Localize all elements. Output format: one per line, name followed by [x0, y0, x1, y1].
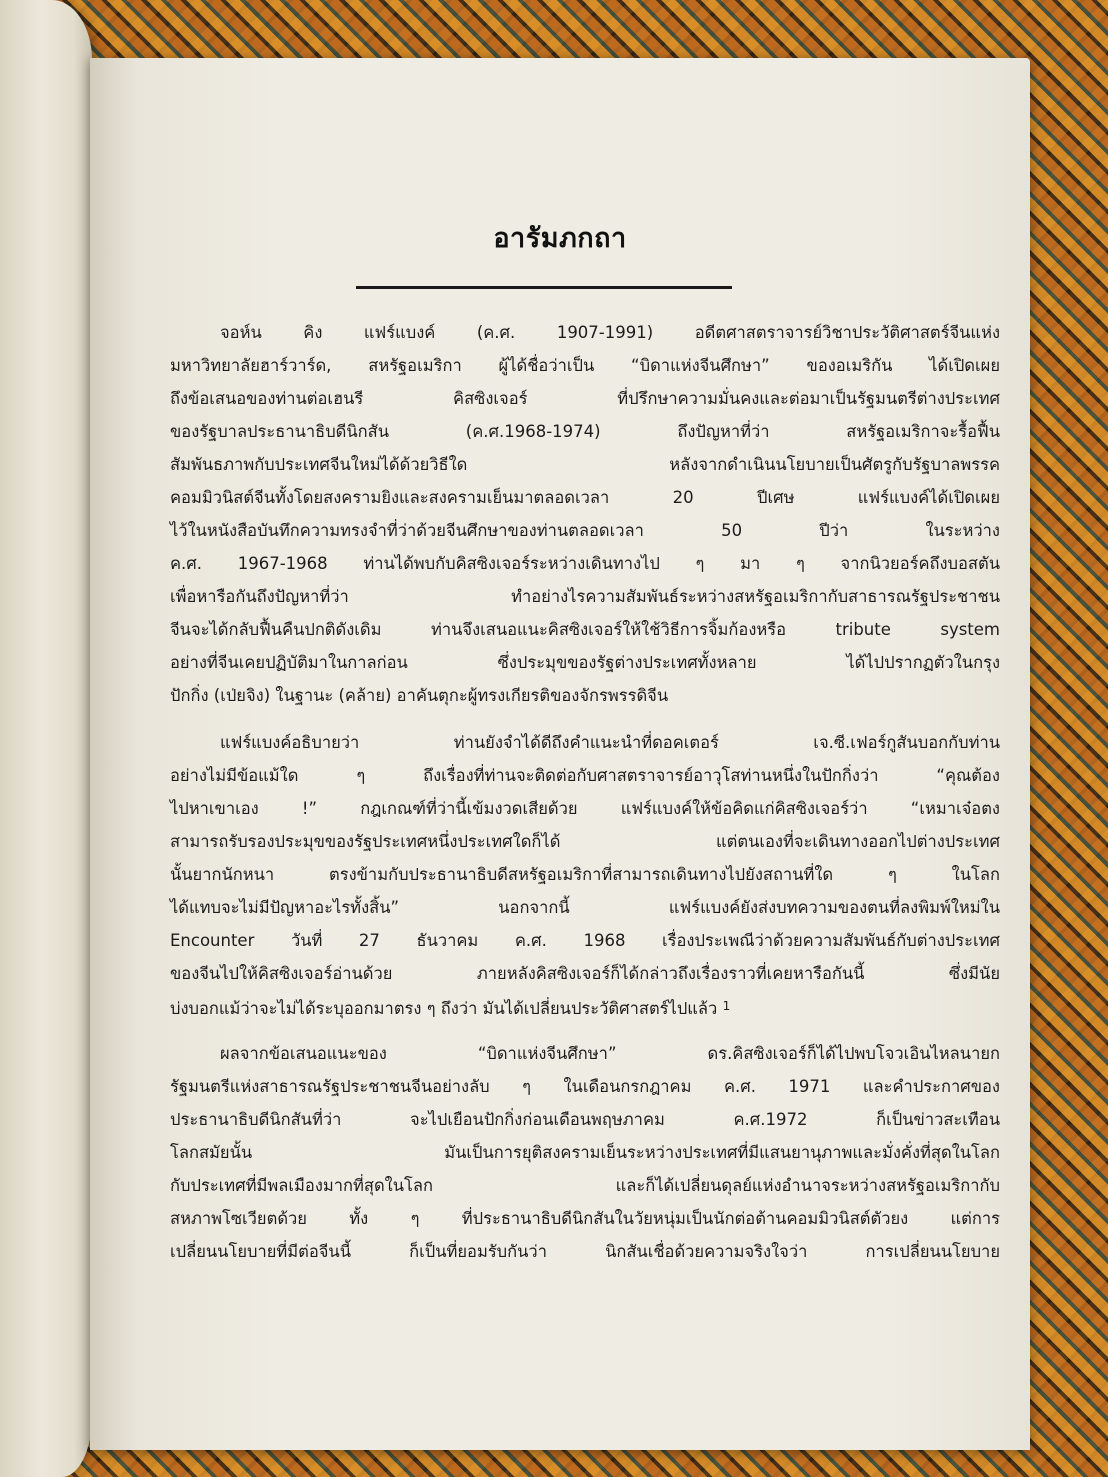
text-line: มหาวิทยาลัยฮาร์วาร์ด, สหรัฐอเมริกา ผู้ได้ชื่อว่าเป็น “บิดาแห่งจีนศึกษา” ของอเมริกัน ได้เปิดเผย [170, 356, 1000, 375]
text-line: แฟร์แบงค์อธิบายว่า ท่านยังจำได้ดีถึงคำแนะนำที่ดอคเตอร์ เจ.ซี.เฟอร์กูสันบอกกับท่าน [220, 733, 1000, 752]
text-line: ของรัฐบาลประธานาธิบดีนิกสัน (ค.ศ.1968-1974) ถึงปัญหาที่ว่า สหรัฐอเมริกาจะรื้อฟื้น [170, 422, 1000, 441]
text-line: เพื่อหารือกันถึงปัญหาที่ว่า ทำอย่างไรความสัมพันธ์ระหว่างสหรัฐอเมริกากับสาธารณรัฐประชาชน [170, 587, 1000, 606]
paragraph-1 [170, 316, 1000, 712]
text-line: ได้แทบจะไม่มีปัญหาอะไรทั้งสิ้น” นอกจากนี้ แฟร์แบงค์ยังส่งบทความของตนที่ลงพิมพ์ใหม่ใน [170, 898, 1000, 917]
text-line: ไว้ในหนังสือบันทึกความทรงจำที่ว่าด้วยจีนศึกษาของท่านตลอดเวลา 50 ปีว่า ในระหว่าง [170, 521, 1000, 540]
text-line: จีนจะได้กลับฟื้นคืนปกติดังเดิม ท่านจึงเสนอแนะคิสซิงเจอร์ให้ใช้วิธีการจิ้มก้องหรือ tribute system [170, 620, 1000, 639]
text-line: ไปหาเขาเอง !” กฎเกณฑ์ที่ว่านี้เข้มงวดเสียด้วย แฟร์แบงค์ให้ข้อคิดแก่คิสซิงเจอร์ว่า “เหมาเจ๋อตง [170, 799, 1000, 818]
paragraph-3 [170, 1037, 1000, 1268]
footnote-marker: 1 [722, 999, 731, 1013]
text-line: สามารถรับรองประมุขของรัฐประเทศหนึ่งประเทศใดก็ได้ แต่ตนเองที่จะเดินทางออกไปต่างประเทศ [170, 832, 1000, 851]
text-line-text: บ่งบอกแม้ว่าจะไม่ได้ระบุออกมาตรง ๆ ถึงว่า มันได้เปลี่ยนประวัติศาสตร์ไปแล้ว [170, 999, 718, 1018]
text-line: นั้นยากนักหนา ตรงข้ามกับประธานาธิบดีสหรัฐอเมริกาที่สามารถเดินทางไปยังสถานที่ใด ๆ ในโลก [170, 865, 1000, 884]
page-title: อารัมภกถา [493, 223, 627, 254]
text-line: ถึงข้อเสนอของท่านต่อเฮนรี คิสซิงเจอร์ ที่ปรึกษาความมั่นคงและต่อมาเป็นรัฐมนตรีต่างประเทศ [170, 389, 1000, 408]
text-line: กับประเทศที่มีพลเมืองมากที่สุดในโลก และก็ได้เปลี่ยนดุลย์แห่งอำนาจระหว่างสหรัฐอเมริกากับ [170, 1176, 1000, 1195]
text-line: โลกสมัยนั้น มันเป็นการยุติสงครามเย็นระหว่างประเทศที่มีแสนยานุภาพและมั่งคั่งที่สุดในโลก [170, 1143, 1000, 1162]
text-line: จอห์น คิง แฟร์แบงค์ (ค.ศ. 1907-1991) อดีตศาสตราจารย์วิชาประวัติศาสตร์จีนแห่ง [220, 323, 1000, 342]
book-page [90, 58, 1030, 1450]
text-line: สัมพันธภาพกับประเทศจีนใหม่ได้ด้วยวิธีใด หลังจากดำเนินนโยบายเป็นศัตรูกับรัฐบาลพรรค [170, 455, 1000, 474]
text-line: คอมมิวนิสต์จีนทั้งโดยสงครามยิงและสงครามเย็นมาตลอดเวลา 20 ปีเศษ แฟร์แบงค์ได้เปิดเผย [170, 488, 1000, 507]
text-line: ปักกิ่ง (เป่ยจิง) ในฐานะ (คล้าย) อาคันตุกะผู้ทรงเกียรติของจักรพรรดิจีน [170, 686, 669, 705]
text-line: รัฐมนตรีแห่งสาธารณรัฐประชาชนจีนอย่างลับ ๆ ในเดือนกรกฎาคม ค.ศ. 1971 และคำประกาศของ [170, 1077, 1000, 1096]
page-body [170, 316, 1000, 1282]
text-line: สหภาพโซเวียตด้วย ทั้ง ๆ ที่ประธานาธิบดีนิกสันในวัยหนุ่มเป็นนักต่อต้านคอมมิวนิสต์ตัวยง แต่การ [170, 1209, 1000, 1228]
text-line: ผลจากข้อเสนอแนะของ “บิดาแห่งจีนศึกษา” ดร.คิสซิงเจอร์ก็ได้ไปพบโจวเอินไหลนายก [220, 1044, 1000, 1063]
text-line: ประธานาธิบดีนิกสันที่ว่า จะไปเยือนปักกิ่งก่อนเดือนพฤษภาคม ค.ศ.1972 ก็เป็นข่าวสะเทือน [170, 1110, 1000, 1129]
text-line: อย่างที่จีนเคยปฏิบัติมาในกาลก่อน ซึ่งประมุขของรัฐต่างประเทศทั้งหลาย ได้ไปปรากฏตัวในกรุง [170, 653, 1000, 672]
left-page-edge [0, 0, 92, 1477]
paragraph-2 [170, 726, 1000, 1023]
text-line-with-footnote [170, 990, 1000, 1023]
title-underline [356, 286, 732, 289]
text-line: อย่างไม่มีข้อแม้ใด ๆ ถึงเรื่องที่ท่านจะติดต่อกับศาสตราจารย์อาวุโสท่านหนึ่งในปักกิ่งว่า “คุณต้อง [170, 766, 1000, 785]
text-line: เปลี่ยนนโยบายที่มีต่อจีนนี้ ก็เป็นที่ยอมรับกันว่า นิกสันเชื่อด้วยความจริงใจว่า การเปลี่ยนนโยบาย [170, 1242, 1000, 1261]
text-line: Encounter วันที่ 27 ธันวาคม ค.ศ. 1968 เรื่องประเพณีว่าด้วยความสัมพันธ์กับต่างประเทศ [170, 931, 1000, 950]
text-line: ค.ศ. 1967-1968 ท่านได้พบกับคิสซิงเจอร์ระหว่างเดินทางไป ๆ มา ๆ จากนิวยอร์คถึงบอสตัน [170, 554, 1000, 573]
text-line: ของจีนไปให้คิสซิงเจอร์อ่านด้วย ภายหลังคิสซิงเจอร์ก็ได้กล่าวถึงเรื่องราวที่เคยหารือกันนี้ ซึ่งมีนัย [170, 964, 1000, 983]
